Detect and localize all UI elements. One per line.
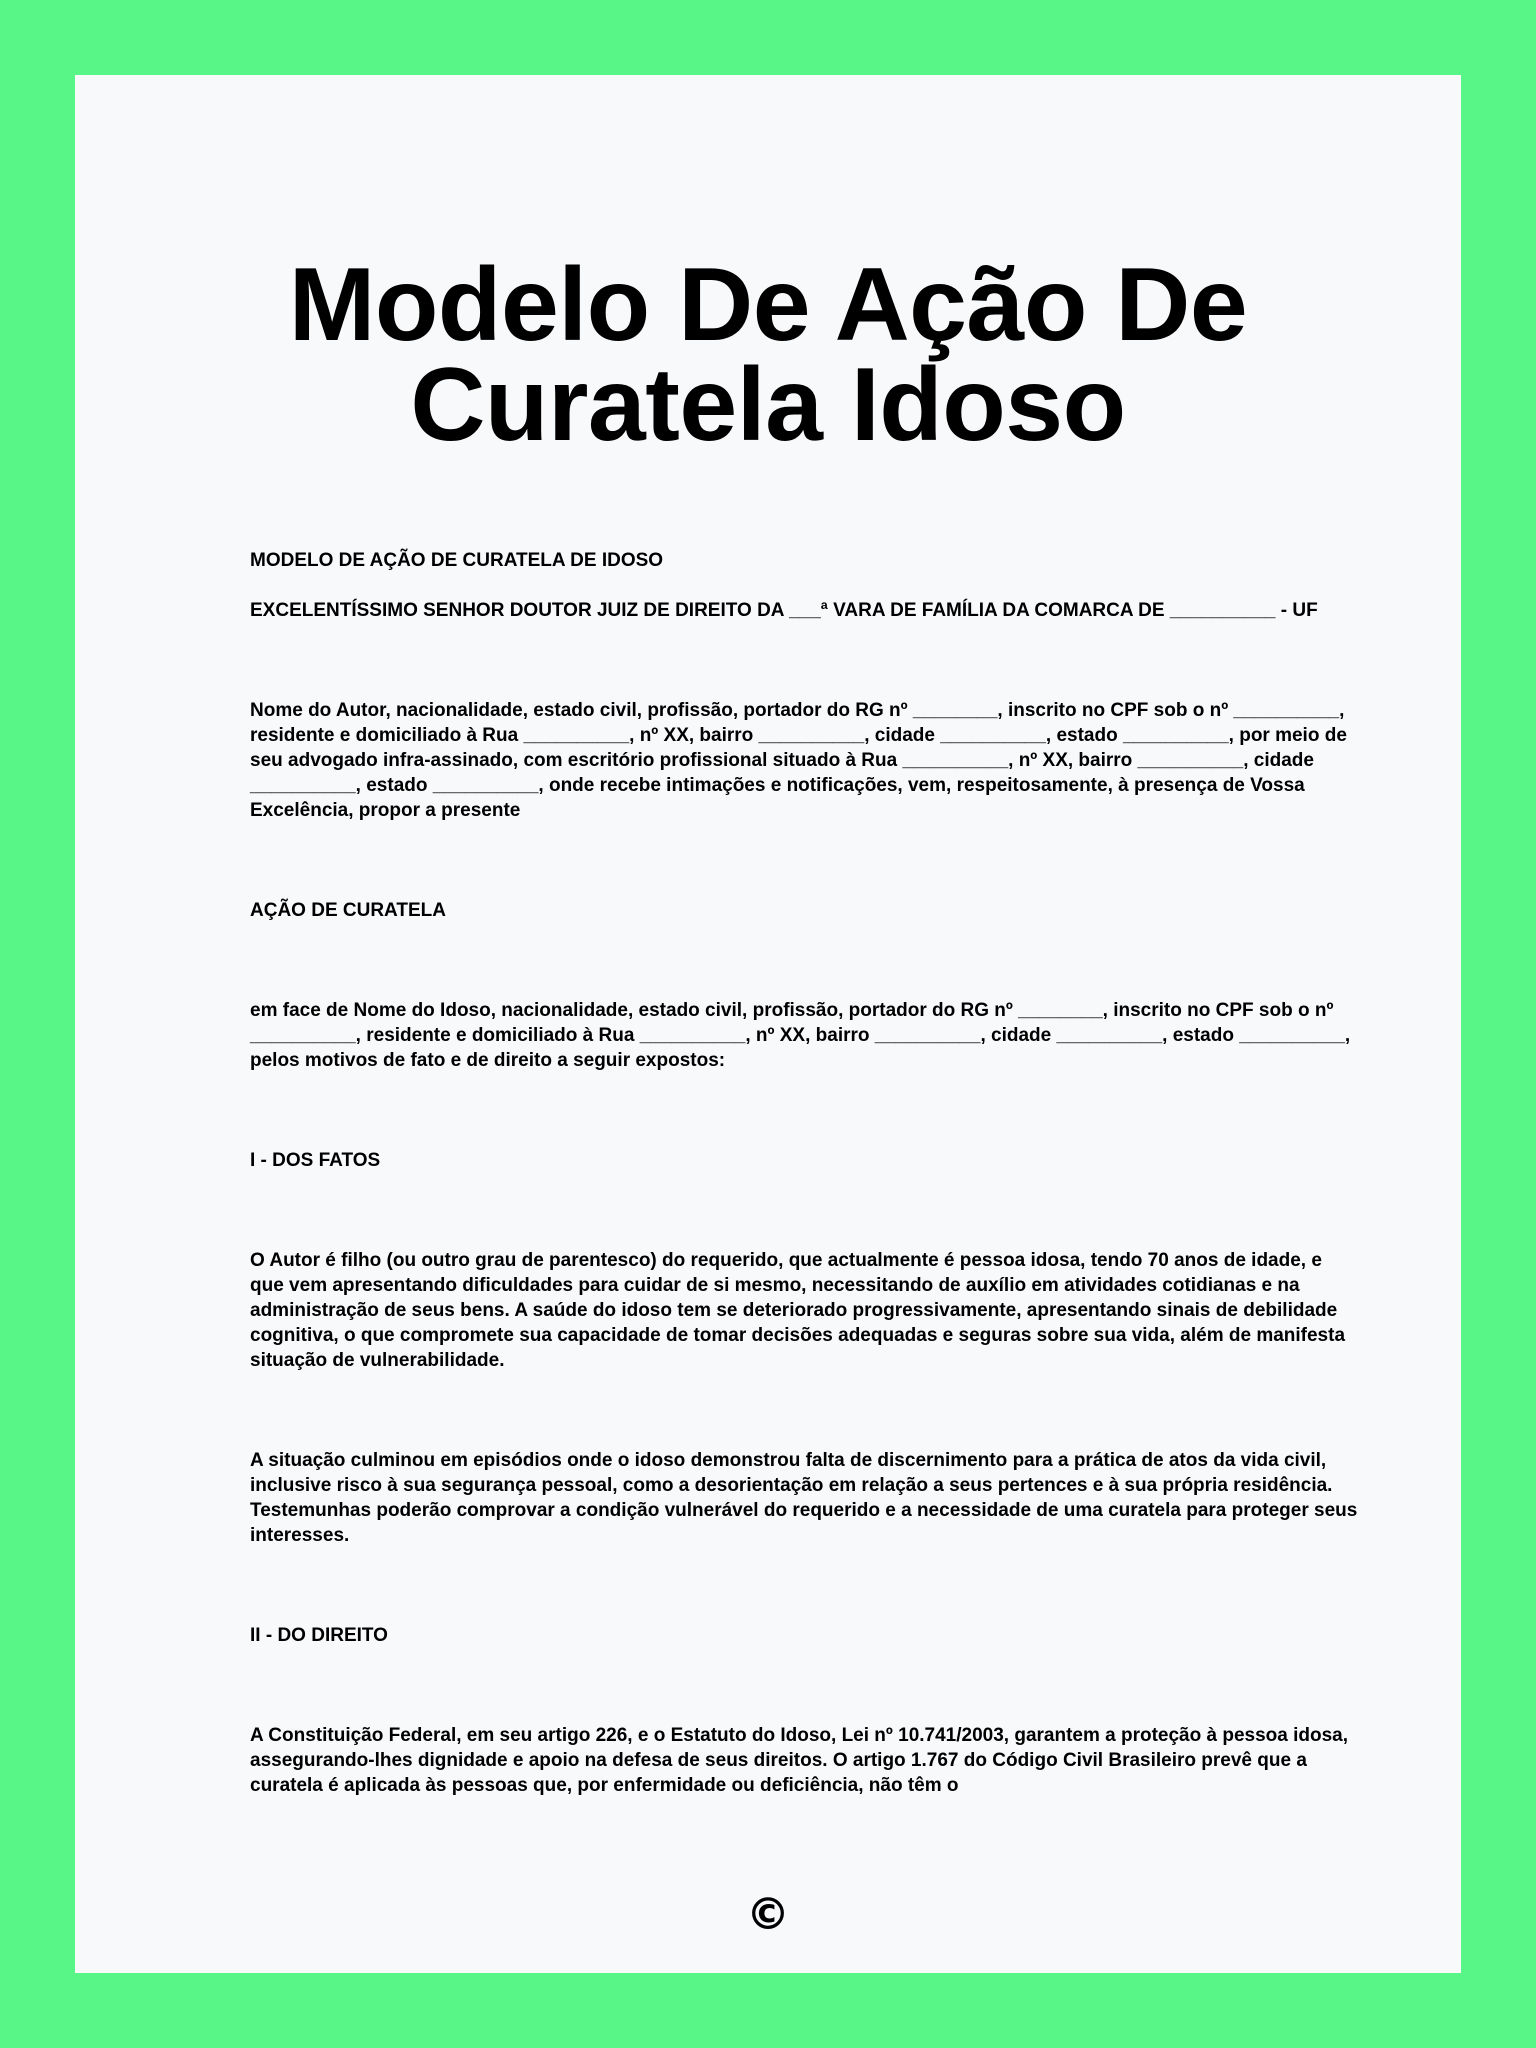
law-paragraph-1: A Constituição Federal, em seu artigo 226, e o Estatuto do Idoso, Lei nº 10.741/2003, garantem a proteção à pessoa idosa, assegurando-lhes dignidade e apoio na defesa de seus direitos. O artigo 1.767 do Código Civil Brasileiro prevê que a curatela é aplicada às pessoas que, por enfermidade ou deficiência, não têm o <box>250 1725 1349 1796</box>
spacer <box>250 1373 1360 1448</box>
spacer <box>250 1073 1360 1148</box>
spacer <box>250 923 1360 998</box>
action-title: AÇÃO DE CURATELA <box>250 900 446 921</box>
section-heading-facts: I - DOS FATOS <box>250 1150 381 1171</box>
facts-paragraph-1: O Autor é filho (ou outro grau de parentesco) do requerido, que actualmente é pessoa idosa, tendo 70 anos de idade, e que vem apresentando dificuldades para cuidar de si mesmo, necessitando de auxílio em atividades cotidianas e na administração de seus bens. A saúde do idoso tem se deteriorado progressivamente, apresentando sinais de debilidade cognitiva, o que compromete sua capacidade de tomar decisões adequadas e seguras sobre sua vida, além de manifesta situação de vulnerabilidade. <box>250 1250 1346 1371</box>
spacer <box>250 1548 1360 1623</box>
defendant-paragraph: em face de Nome do Idoso, nacionalidade, estado civil, profissão, portador do RG nº ________, inscrito no CPF sob o nº __________, residente e domiciliado à Rua __________, nº XX, bairro __________, cidade __________, estado __________, pelos motivos de fato e de direito a seguir expostos: <box>250 1000 1351 1071</box>
addressee-paragraph: EXCELENTÍSSIMO SENHOR DOUTOR JUIZ DE DIREITO DA ___ª VARA DE FAMÍLIA DA COMARCA DE __________ - UF <box>250 600 1318 621</box>
plaintiff-paragraph: Nome do Autor, nacionalidade, estado civil, profissão, portador do RG nº ________, inscrito no CPF sob o nº __________, residente e domiciliado à Rua __________, nº XX, bairro __________, cidade __________, estado __________, por meio de seu advogado infra-assinado, com escritório profissional situado à Rua __________, nº XX, bairro __________, cidade __________, estado __________, onde recebe intimações e notificações, vem, respeitosamente, à presença de Vossa Excelência, propor a presente <box>250 700 1347 821</box>
spacer <box>250 573 1360 598</box>
copyright-icon: © <box>746 1889 790 1940</box>
spacer <box>250 1173 1360 1248</box>
document-page <box>75 75 1461 1973</box>
section-heading-law: II - DO DIREITO <box>250 1625 388 1646</box>
spacer <box>250 823 1360 898</box>
document-heading: MODELO DE AÇÃO DE CURATELA DE IDOSO <box>250 550 664 571</box>
document-body <box>250 548 1360 1798</box>
document-title: Modelo De Ação De Curatela Idoso <box>288 247 1248 463</box>
spacer <box>250 1648 1360 1723</box>
spacer <box>250 623 1360 698</box>
facts-paragraph-2: A situação culminou em episódios onde o idoso demonstrou falta de discernimento para a prática de atos da vida civil, inclusive risco à sua segurança pessoal, como a desorientação em relação a seus pertences e à sua própria residência. Testemunhas poderão comprovar a condição vulnerável do requerido e a necessidade de uma curatela para proteger seus interesses. <box>250 1450 1358 1546</box>
